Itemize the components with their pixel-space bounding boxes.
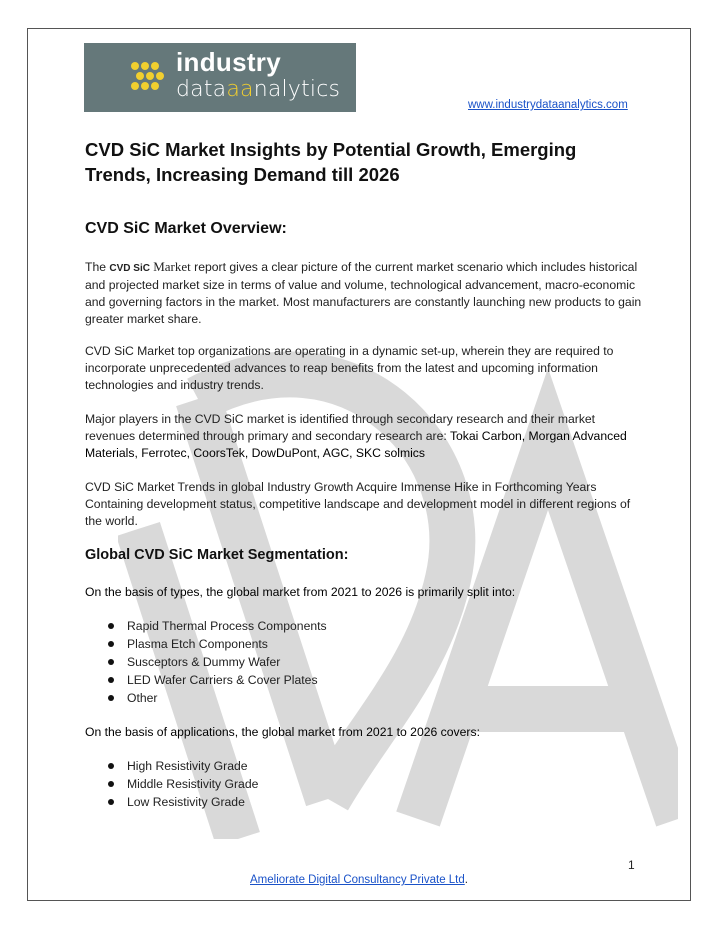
list-item: LED Wafer Carriers & Cover Plates [106, 671, 327, 689]
list-item: Rapid Thermal Process Components [106, 617, 327, 635]
key-players: Tokai Carbon, Morgan Advanced Materials, Ferrotec, CoorsTek, DowDuPont, AGC, SKC solmics [85, 429, 627, 460]
bullet-icon [108, 799, 114, 805]
list-item: High Resistivity Grade [106, 757, 258, 775]
types-intro: On the basis of types, the global market from 2021 to 2026 is primarily split into: [85, 585, 516, 599]
document-page [27, 28, 691, 901]
company-link[interactable]: Ameliorate Digital Consultancy Private Ltd [250, 874, 465, 886]
logo-word-industry: industry [176, 47, 281, 77]
overview-paragraph-2: CVD SiC Market top organizations are operating in a dynamic set-up, wherein they are required to incorporate unprecedented advances to reap benefits from the latest and upcoming information technologies and industry trends. [85, 344, 614, 392]
list-item: Susceptors & Dummy Wafer [106, 653, 327, 671]
overview-paragraph-1: The CVD SiC Market report gives a clear picture of the current market scenario which includes historical and projected market size in terms of value and volume, technological advancement, macro-economic and governing factors in the market. Most manufacturers are constantly launching new products to gain greater market share. [85, 259, 642, 326]
bullet-icon [108, 763, 114, 769]
bullet-icon [108, 781, 114, 787]
types-list [106, 617, 327, 707]
bullet-icon [108, 695, 114, 701]
overview-paragraph-3: Major players in the CVD SiC market is identified through secondary research and their market revenues determined through primary and secondary research are: Tokai Carbon, Morgan Advanced Materials, Ferrotec, CoorsTek, DowDuPont, AGC, SKC solmics [85, 412, 627, 460]
applications-intro: On the basis of applications, the global market from 2021 to 2026 covers: [85, 725, 480, 739]
overview-heading: CVD SiC Market Overview: [85, 220, 287, 237]
segmentation-heading: Global CVD SiC Market Segmentation: [85, 547, 349, 563]
list-item: Other [106, 689, 327, 707]
bullet-icon [108, 641, 114, 647]
applications-list [106, 757, 258, 811]
footer: Ameliorate Digital Consultancy Private Ltd. [250, 874, 468, 886]
list-item: Plasma Etch Components [106, 635, 327, 653]
bullet-icon [108, 623, 114, 629]
document-title: CVD SiC Market Insights by Potential Growth, Emerging Trends, Increasing Demand till 2026 [85, 139, 577, 185]
company-logo [84, 43, 356, 112]
website-link[interactable]: www.industrydataanalytics.com [468, 99, 628, 111]
list-item: Low Resistivity Grade [106, 793, 258, 811]
bullet-icon [108, 677, 114, 683]
logo-dots-icon [131, 62, 167, 92]
overview-paragraph-4: CVD SiC Market Trends in global Industry Growth Acquire Immense Hike in Forthcoming Years Containing development status, competitive landscape and development model in different regions of the world. [85, 480, 631, 528]
logo-word-dataanalytics: dataaanalytics [176, 77, 341, 102]
list-item: Middle Resistivity Grade [106, 775, 258, 793]
page-number: 1 [628, 858, 635, 872]
bullet-icon [108, 659, 114, 665]
